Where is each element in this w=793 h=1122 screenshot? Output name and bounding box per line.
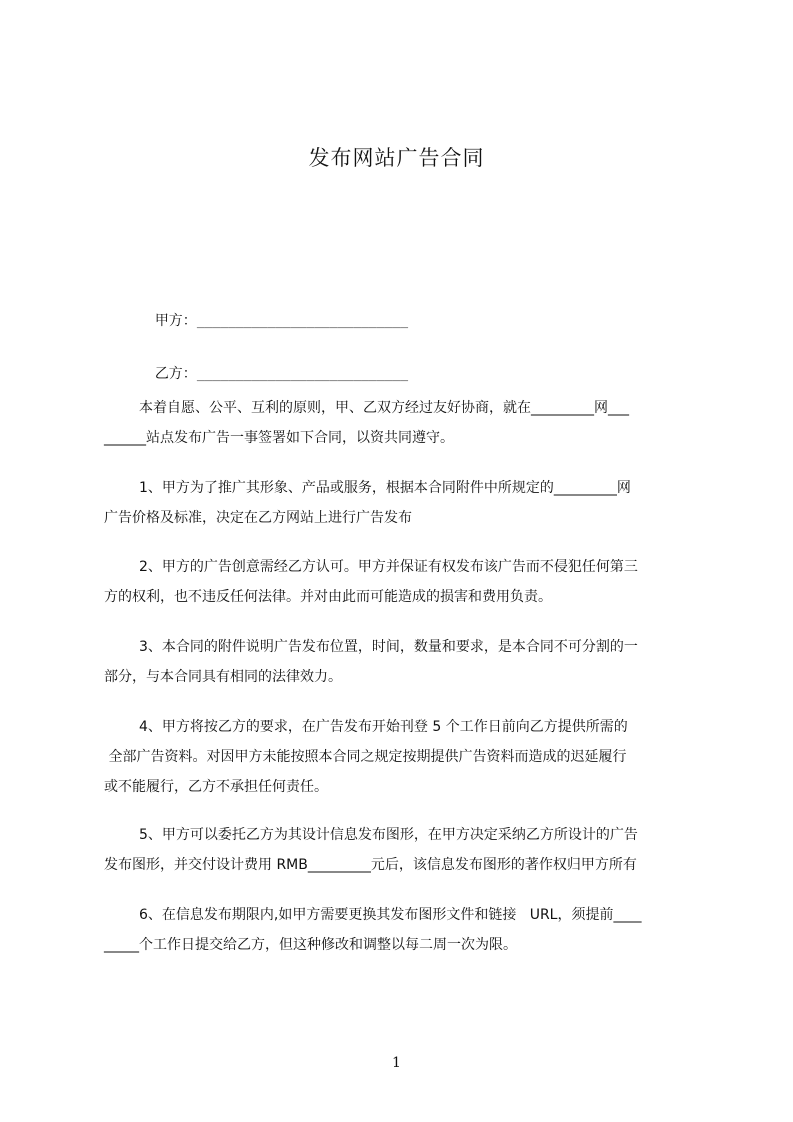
party-a-line (137, 291, 408, 352)
paragraph-line: 6、在信息发布期限内,如甲方需要更换其发布图形文件和链接 URL，须提前____ (139, 907, 642, 923)
paragraph-line: 2、甲方的广告创意需经乙方认可。甲方并保证有权发布该广告而不侵犯任何第三 (139, 559, 638, 575)
party-a-blank: ___________________________ (196, 314, 409, 329)
paragraph-clause-5 (104, 820, 704, 880)
paragraph-line: _____个工作日提交给乙方，但这种修改和调整以每二周一次为限。 (104, 937, 517, 953)
paragraph-line: 部分，与本合同具有相同的法律效力。 (104, 669, 342, 685)
paragraph-line: 本着自愿、公平、互利的原则，甲、乙双方经过友好协商，就在_________网___ (139, 400, 629, 416)
paragraph-clause-1 (104, 473, 704, 533)
paragraph-line: 方的权利，也不违反任何法律。并对由此而可能造成的损害和费用负责。 (104, 589, 552, 605)
paragraph-line: 5、甲方可以委托乙方为其设计信息发布图形，在甲方决定采纳乙方所设计的广告 (139, 827, 638, 843)
paragraph-line: 或不能履行，乙方不承担任何责任。 (104, 779, 328, 795)
page-number: 1 (392, 1055, 401, 1071)
paragraph-line: 广告价格及标准，决定在乙方网站上进行广告发布 (104, 510, 412, 526)
document-title: 发布网站广告合同 (308, 146, 485, 170)
paragraph-line: 4、甲方将按乙方的要求，在广告发布开始刊登 5 个工作日前向乙方提供所需的 (139, 719, 628, 735)
paragraph-clause-6 (104, 900, 704, 960)
paragraph-line: ______站点发布广告一事签署如下合同，以资共同遵守。 (104, 430, 454, 446)
paragraph-line: 3、本合同的附件说明广告发布位置，时间，数量和要求，是本合同不可分割的一 (139, 639, 638, 655)
party-b-label: 乙方： (154, 366, 197, 382)
paragraph-line: 全部广告资料。对因甲方未能按照本合同之规定按期提供广告资料而造成的迟延履行 (104, 749, 627, 765)
paragraph-preamble (104, 393, 704, 453)
paragraph-clause-2 (104, 552, 704, 612)
paragraph-line: 发布图形，并交付设计费用 RMB_________元后，该信息发布图形的著作权归甲方所有 (104, 857, 637, 873)
paragraph-clause-4 (104, 712, 704, 802)
party-a-label: 甲方： (154, 313, 197, 329)
party-b-blank: ___________________________ (196, 367, 409, 382)
paragraph-line: 1、甲方为了推广其形象、产品或服务，根据本合同附件中所规定的_________网 (139, 480, 631, 496)
paragraph-clause-3 (104, 632, 704, 692)
